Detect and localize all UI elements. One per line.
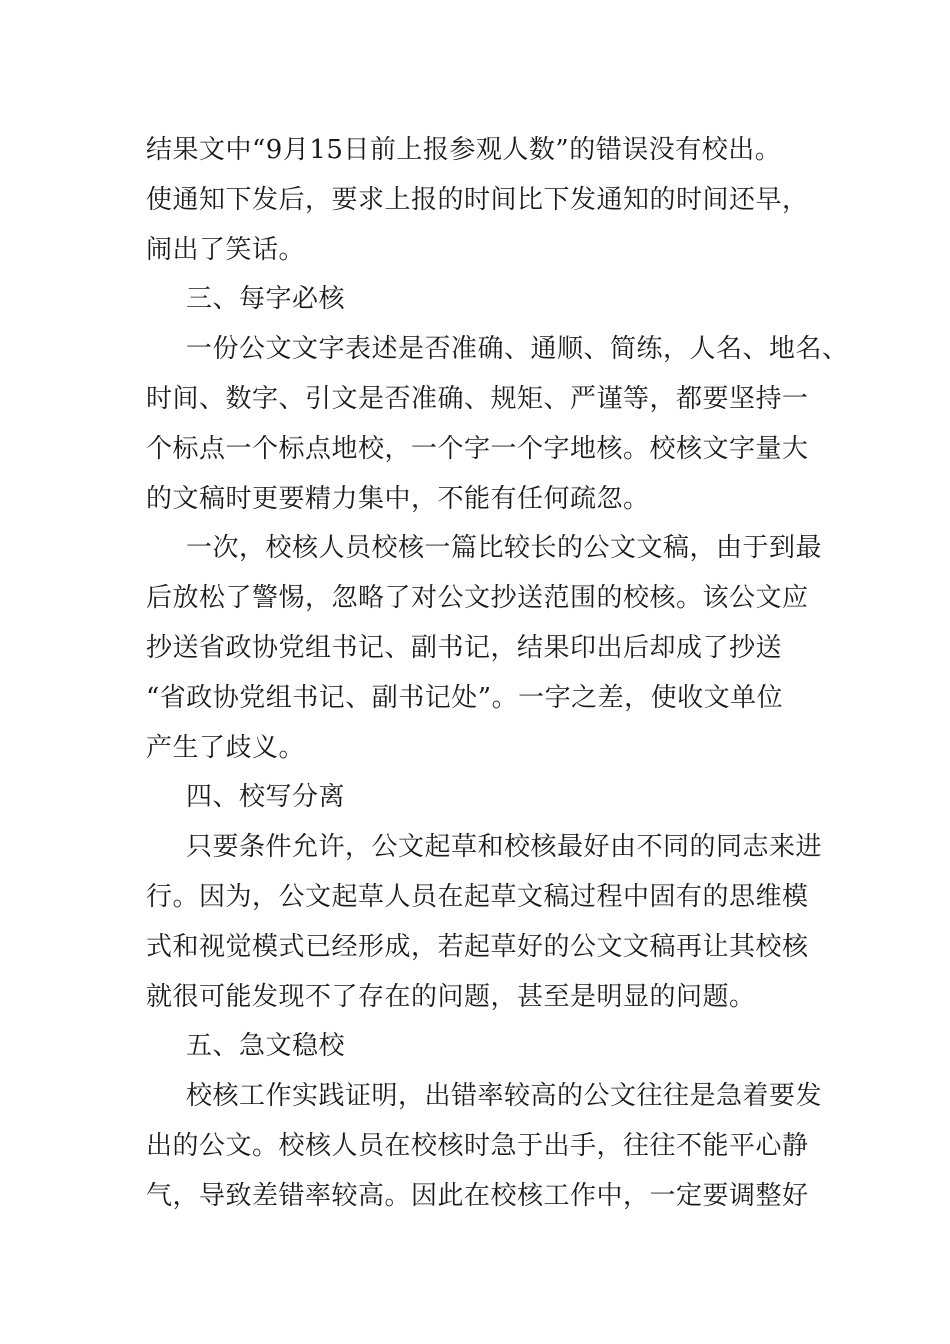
text-line: 后放松了警惕，忽略了对公文抄送范围的校核。该公文应 — [146, 583, 809, 614]
text-line: 产生了歧义。 — [146, 732, 306, 763]
text-line: 行。因为，公文起草人员在起草文稿过程中固有的思维模 — [146, 881, 809, 912]
text-line: 校核工作实践证明，出错率较高的公文往往是急着要发 — [186, 1081, 823, 1112]
document-body — [146, 126, 849, 1222]
section-heading: 五、急文稳校 — [186, 1031, 346, 1062]
text-line: 使通知下发后，要求上报的时间比下发通知的时间还早， — [146, 184, 809, 215]
text-line: 一份公文文字表述是否准确、通顺、简练，人名、地名、 — [186, 334, 849, 365]
text-line: 一次，校核人员校核一篇比较长的公文文稿，由于到最 — [186, 533, 823, 564]
text-line: 闹出了笑话。 — [146, 234, 306, 265]
section-heading: 三、每字必核 — [186, 284, 346, 315]
text-line: 时间、数字、引文是否准确、规矩、严谨等，都要坚持一 — [146, 383, 809, 414]
text-line: 抄送省政协党组书记、副书记，结果印出后却成了抄送 — [146, 632, 783, 663]
text-line: 就很可能发现不了存在的问题，甚至是明显的问题。 — [146, 981, 756, 1012]
text-line: 只要条件允许，公文起草和校核最好由不同的同志来进 — [186, 832, 823, 863]
text-line: 出的公文。校核人员在校核时急于出手，往往不能平心静 — [146, 1130, 809, 1161]
text-line: 的文稿时更要精力集中，不能有任何疏忽。 — [146, 483, 650, 514]
text-line: 结果文中“9月15日前上报参观人数”的错误没有校出。 — [146, 135, 782, 165]
text-line: 式和视觉模式已经形成，若起草好的公文文稿再让其校核 — [146, 931, 809, 962]
section-heading: 四、校写分离 — [186, 782, 346, 813]
text-line: 个标点一个标点地校，一个字一个字地核。校核文字量大 — [146, 433, 809, 464]
text-line: “省政协党组书记、副书记处”。一字之差，使收文单位 — [146, 682, 784, 713]
text-line: 气，导致差错率较高。因此在校核工作中，一定要调整好 — [146, 1180, 809, 1211]
